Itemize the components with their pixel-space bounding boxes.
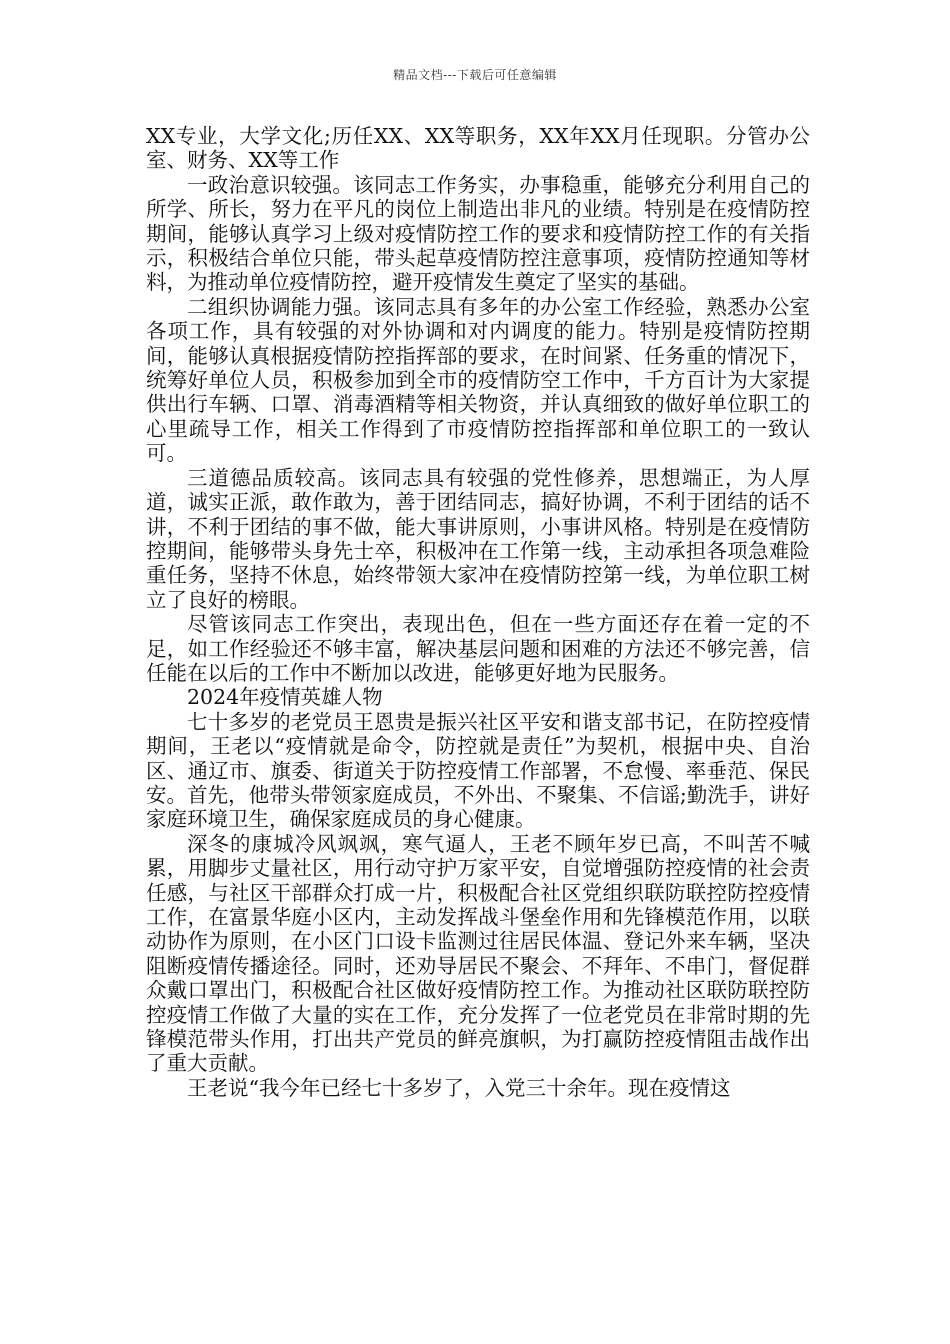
paragraph-coordination: 二组织协调能力强。该同志具有多年的办公室工作经验，熟悉办公室各项工作，具有较强的对外协调和对内调度的能力。特别是疫情防控期间，能够认真根据疫情防控指挥部的要求，在时间紧、任务重的情况下，统筹好单位人员，积极参加到全市的疫情防空工作中，千方百计为大家提供出行车辆、口罩、消毒酒精等相关物资，并认真细致的做好单位职工的心里疏导工作，相关工作得到了市疫情防控指挥部和单位职工的一致认可。	[146, 294, 810, 466]
paragraph-hero-deeds: 深冬的康城冷风飒飒，寒气逼人，王老不顾年岁已高，不叫苦不喊累，用脚步丈量社区，用行动守护万家平安，自觉增强防控疫情的社会责任感，与社区干部群众打成一片，积极配合社区党组织联防联控防控疫情工作，在富景华庭小区内，主动发挥战斗堡垒作用和先锋模范作用，以联动协作为原则，在小区门口设卡监测过往居民体温、登记外来车辆，坚决阻断疫情传播途径。同时，还劝导居民不聚会、不拜年、不串门，督促群众戴口罩出门，积极配合社区做好疫情防控工作。为推动社区联防联控防控疫情工作做了大量的实在工作，充分发挥了一位老党员在非常时期的先锋模范带头作用，打出共产党员的鲜亮旗帜，为打赢防控疫情阻击战作出了重大贡献。	[146, 831, 810, 1076]
document-body	[146, 124, 810, 1100]
paragraph-hero-intro: 七十多岁的老党员王恩贵是振兴社区平安和谐支部书记，在防控疫情期间，王老以“疫情就是命令，防控就是责任”为契机，根据中央、自治区、通辽市、旗委、街道关于防控疫情工作部署，不怠慢、率垂范、保民安。首先，他带头带领家庭成员，不外出、不聚集、不信谣;勤洗手，讲好家庭环境卫生，确保家庭成员的身心健康。	[146, 709, 810, 832]
paragraph-shortcomings: 尽管该同志工作突出，表现出色，但在一些方面还存在着一定的不足，如工作经验还不够丰富，解决基层问题和困难的方法还不够完善，信任能在以后的工作中不断加以改进，能够更好地为民服务。	[146, 612, 810, 685]
paragraph-moral-character: 三道德品质较高。该同志具有较强的党性修养，思想端正，为人厚道，诚实正派，敢作敢为，善于团结同志，搞好协调，不利于团结的话不讲，不利于团结的事不做，能大事讲原则，小事讲风格。特别是在疫情防控期间，能够带头身先士卒，积极冲在工作第一线，主动承担各项急难险重任务，坚持不休息，始终带领大家冲在疫情防控第一线，为单位职工树立了良好的榜眼。	[146, 465, 810, 612]
paragraph-political-awareness: 一政治意识较强。该同志工作务实，办事稳重，能够充分利用自己的所学、所长，努力在平凡的岗位上制造出非凡的业绩。特别是在疫情防控期间，能够认真学习上级对疫情防控工作的要求和疫情防控工作的有关指示，积极结合单位只能，带头起草疫情防控注意事项，疫情防控通知等材料，为推动单位疫情防控，避开疫情发生奠定了坚实的基础。	[146, 172, 810, 295]
paragraph-hero-quote: 王老说“我今年已经七十多岁了，入党三十余年。现在疫情这	[187, 1075, 731, 1100]
paragraph-intro: XX专业，大学文化;历任XX、XX等职务，XX年XX月任现职。分管办公室、财务、XX等工作	[146, 124, 810, 173]
section-heading: 2024年疫情英雄人物	[187, 685, 383, 710]
page-header: 精品文档---下载后可任意编辑	[393, 68, 557, 82]
